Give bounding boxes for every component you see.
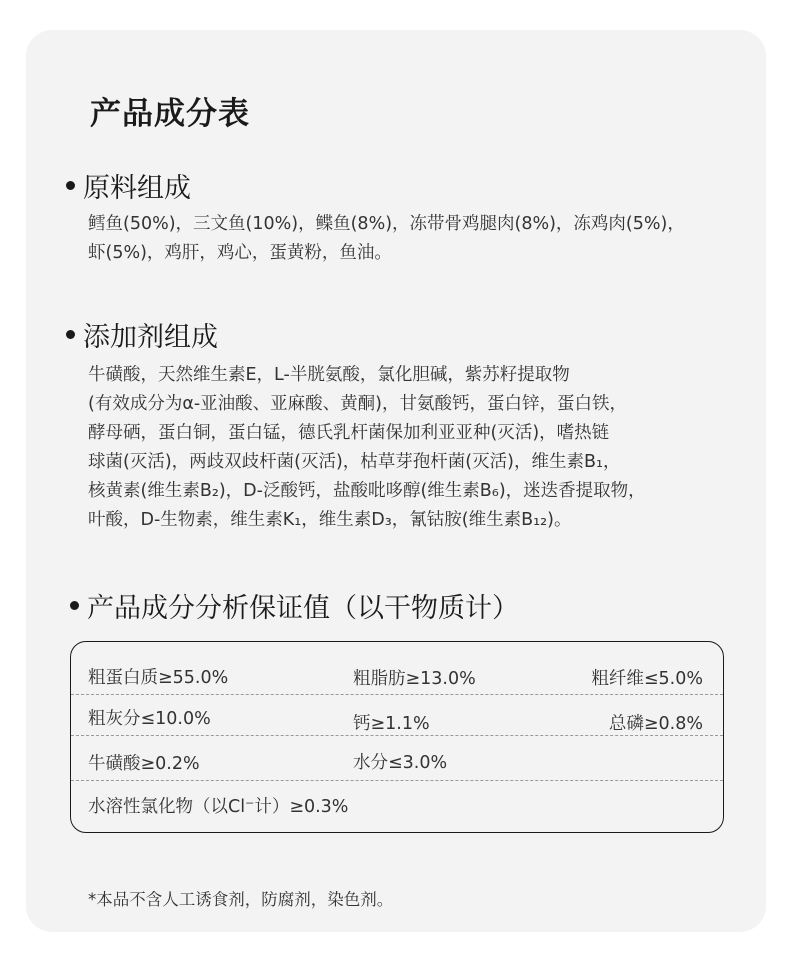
table-cell: 粗灰分≤10.0% <box>88 709 211 729</box>
analysis-heading-text: 产品成分分析保证值（以干物质计） <box>87 593 519 624</box>
additives-line: 核黄素(维生素B₂)，D-泛酸钙，盐酸吡哆醇(维生素B₆)，迷迭香提取物， <box>88 481 646 501</box>
footnote: *本品不含人工诱食剂，防腐剂，染色剂。 <box>88 890 394 909</box>
table-cell: 总磷≥0.8% <box>608 714 703 734</box>
table-cell: 粗蛋白质≥55.0% <box>88 668 229 688</box>
bullet-dot-icon <box>66 330 75 339</box>
table-cell: 粗纤维≤5.0% <box>591 669 703 689</box>
additives-line: 牛磺酸，天然维生素E，L-半胱氨酸，氯化胆碱，紫苏籽提取物 <box>88 365 570 385</box>
ingredients-card <box>26 30 766 932</box>
table-row <box>71 642 723 689</box>
raw-materials-text <box>88 210 685 268</box>
additives-line: 酵母硒，蛋白铜，蛋白锰，德氏乳杆菌保加利亚亚种(灭活)，嗜热链 <box>88 423 610 443</box>
table-cell: 水分≤3.0% <box>353 753 448 773</box>
table-cell: 钙≥1.1% <box>353 714 430 734</box>
table-cell: 水溶性氯化物（以Cl⁻计）≥0.3% <box>88 797 349 817</box>
table-cell: 粗脂肪≥13.0% <box>353 669 476 689</box>
bullet-dot-icon <box>66 181 75 190</box>
raw-materials-heading <box>66 166 191 205</box>
table-row <box>71 735 723 780</box>
page-title: 产品成分表 <box>90 96 250 132</box>
bullet-dot-icon <box>70 601 79 610</box>
analysis-table <box>70 641 724 833</box>
table-cell: 牛磺酸≥0.2% <box>88 754 200 774</box>
additives-text <box>88 361 646 535</box>
additives-line: (有效成分为α-亚油酸、亚麻酸、黄酮)，甘氨酸钙，蛋白锌，蛋白铁， <box>88 394 628 414</box>
additives-heading-text: 添加剂组成 <box>83 322 218 353</box>
analysis-heading <box>70 586 519 625</box>
table-row <box>71 694 723 739</box>
additives-line: 叶酸，D-生物素，维生素K₁，维生素D₃，氰钴胺(维生素B₁₂)。 <box>88 510 572 530</box>
additives-line: 球菌(灭活)，两歧双歧杆菌(灭活)，枯草芽孢杆菌(灭活)，维生素B₁， <box>88 452 621 472</box>
raw-materials-line: 虾(5%)，鸡肝，鸡心，蛋黄粉，鱼油。 <box>88 243 392 263</box>
raw-materials-heading-text: 原料组成 <box>83 173 191 204</box>
raw-materials-line: 鳕鱼(50%)，三文鱼(10%)，鲽鱼(8%)，冻带骨鸡腿肉(8%)，冻鸡肉(5%)， <box>88 214 685 234</box>
table-row <box>71 780 723 825</box>
additives-heading <box>66 315 218 354</box>
